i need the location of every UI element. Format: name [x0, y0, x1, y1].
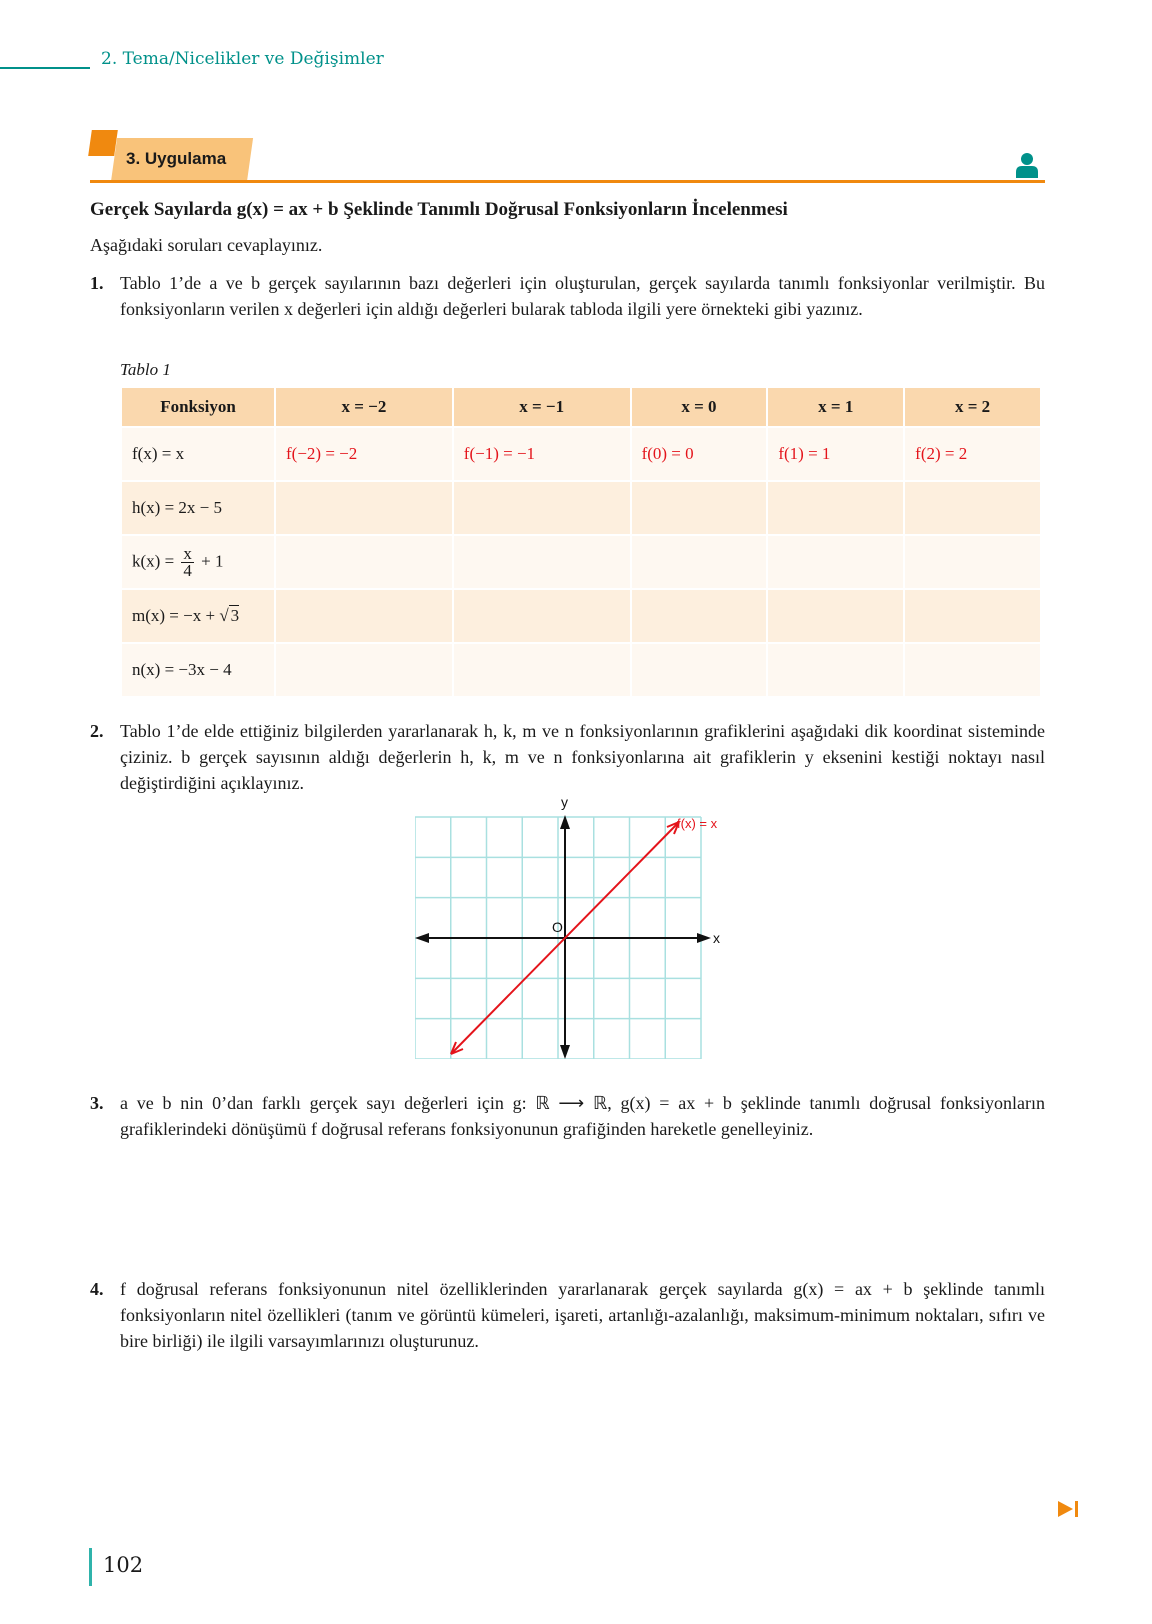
function-cell: h(x) = 2x − 5	[122, 482, 274, 534]
y-axis-label: y	[561, 797, 568, 810]
table-row	[122, 428, 1040, 480]
example-value-cell: f(−2) = −2	[276, 428, 452, 480]
banner-accent	[88, 130, 118, 156]
function-suffix: + 1	[201, 550, 224, 570]
example-value-cell: f(0) = 0	[632, 428, 767, 480]
f-line-label: f(x) = x	[677, 816, 718, 831]
function-cell: n(x) = −3x − 4	[122, 644, 274, 696]
header-cell: x = −2	[276, 388, 452, 426]
question-2	[90, 718, 1045, 796]
x-axis-right-arrow	[697, 933, 711, 943]
table-row	[122, 644, 1040, 696]
section-label: 3. Uygulama	[126, 149, 227, 168]
radicand: 3	[230, 606, 240, 625]
answer-cell[interactable]	[768, 536, 903, 588]
answer-cell[interactable]	[632, 482, 767, 534]
example-value-cell: f(−1) = −1	[454, 428, 630, 480]
answer-cell[interactable]	[454, 644, 630, 696]
answer-cell[interactable]	[905, 644, 1040, 696]
header-cell: x = 2	[905, 388, 1040, 426]
denominator: 4	[183, 560, 192, 580]
question-number: 1.	[90, 273, 104, 293]
header-cell: x = −1	[454, 388, 630, 426]
x-axis-label: x	[713, 930, 720, 946]
sqrt-sign: √	[219, 606, 229, 625]
question-3	[90, 1090, 1045, 1142]
answer-cell[interactable]	[632, 536, 767, 588]
origin-label: O	[552, 919, 563, 935]
question-1	[90, 270, 1045, 322]
numerator: x	[183, 543, 192, 563]
y-axis-bottom-arrow	[560, 1045, 570, 1059]
fraction	[181, 543, 194, 580]
breadcrumb: 2. Tema/Nicelikler ve Değişimler	[101, 49, 384, 69]
answer-cell[interactable]	[454, 536, 630, 588]
values-table	[120, 386, 1042, 698]
table-caption: Tablo 1	[120, 360, 171, 379]
answer-cell[interactable]	[768, 590, 903, 642]
coordinate-plane[interactable]	[415, 797, 735, 1059]
answer-cell[interactable]	[276, 644, 452, 696]
example-value-cell: f(1) = 1	[768, 428, 903, 480]
table-row	[122, 536, 1040, 588]
table-header-row	[122, 388, 1040, 426]
answer-cell[interactable]	[454, 590, 630, 642]
answer-cell[interactable]	[905, 590, 1040, 642]
function-cell: f(x) = x	[122, 428, 274, 480]
question-number: 2.	[90, 721, 104, 741]
x-axis-left-arrow	[415, 933, 429, 943]
section-intro: Aşağıdaki soruları cevaplayınız.	[90, 235, 323, 255]
question-number: 4.	[90, 1279, 104, 1299]
answer-cell[interactable]	[905, 536, 1040, 588]
header-rule	[0, 67, 90, 69]
function-cell	[122, 536, 274, 588]
table-row	[122, 590, 1040, 642]
banner-rule	[90, 180, 1045, 183]
page-number-bar	[89, 1548, 92, 1586]
skip-next-icon[interactable]	[1058, 1500, 1080, 1518]
question-text: Tablo 1’de a ve b gerçek sayılarının bazı değerleri için oluşturulan, gerçek sayılarda tanımlı fonksiyonlar verilmiştir. Bu fonksiyonların verilen x değerleri için aldığı değerleri bularak tabloda ilgili yere örnekteki gibi yazınız.	[120, 273, 1045, 319]
page-number: 102	[103, 1553, 144, 1577]
question-text: f doğrusal referans fonksiyonunun nitel özelliklerinden yararlanarak gerçek sayılarda g(x) = ax + b şeklinde tanımlı fonksiyonların nitel özellikleri (tanım ve görüntü kümeleri, işareti, artanlığı-azalanlığı, maksimum-minimum noktaları, sıfırı ve bire birliği) ile ilgili varsayımlarınızı oluşturunuz.	[120, 1279, 1045, 1351]
question-number: 3.	[90, 1093, 104, 1113]
table-row	[122, 482, 1040, 534]
answer-cell[interactable]	[454, 482, 630, 534]
question-text: Tablo 1’de elde ettiğiniz bilgilerden yararlanarak h, k, m ve n fonksiyonlarının grafiklerini aşağıdaki dik koordinat sisteminde çiziniz. b gerçek sayısının aldığı değerlerin h, k, m ve n fonksiyonlarına ait grafiklerin y eksenini kestiği noktayı nasıl değiştirdiğini açıklayınız.	[120, 721, 1045, 793]
header-cell: x = 0	[632, 388, 767, 426]
answer-cell[interactable]	[768, 644, 903, 696]
answer-cell[interactable]	[276, 590, 452, 642]
axes	[415, 815, 711, 1059]
section-title: Gerçek Sayılarda g(x) = ax + b Şeklinde Tanımlı Doğrusal Fonksiyonların İncelenmesi	[90, 199, 788, 220]
header-cell: Fonksiyon	[122, 388, 274, 426]
header-cell: x = 1	[768, 388, 903, 426]
answer-cell[interactable]	[905, 482, 1040, 534]
function-prefix: m(x) = −x +	[132, 606, 216, 625]
function-prefix: k(x) =	[132, 550, 175, 570]
answer-cell[interactable]	[276, 536, 452, 588]
question-text: a ve b nin 0’dan farklı gerçek sayı değerleri için g: ℝ ⟶ ℝ, g(x) = ax + b şeklinde tanımlı doğrusal fonksiyonların grafiklerindeki dönüşümü f doğrusal referans fonksiyonunun grafiğinden hareketle genelleyiniz.	[120, 1093, 1045, 1139]
person-icon	[1015, 152, 1039, 178]
question-4	[90, 1276, 1045, 1354]
answer-cell[interactable]	[632, 590, 767, 642]
answer-cell[interactable]	[768, 482, 903, 534]
example-value-cell: f(2) = 2	[905, 428, 1040, 480]
function-cell	[122, 590, 274, 642]
answer-cell[interactable]	[276, 482, 452, 534]
answer-cell[interactable]	[632, 644, 767, 696]
